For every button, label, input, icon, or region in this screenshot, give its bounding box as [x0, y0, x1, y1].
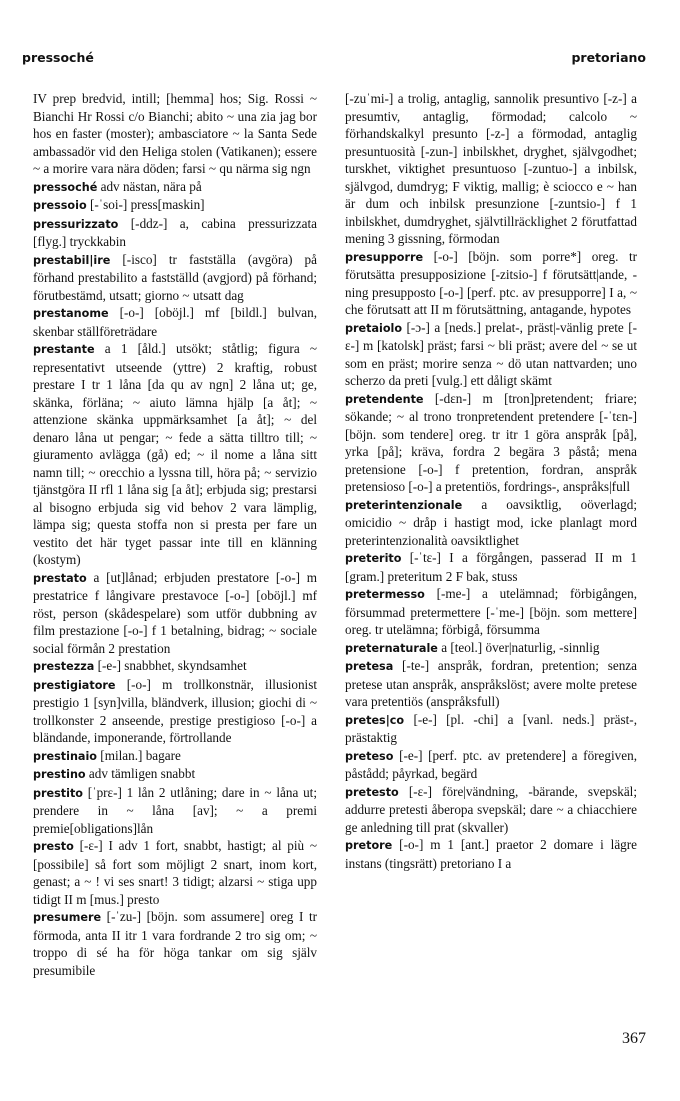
entry-definition: [ˈprɛ-] 1 lån 2 utlåning; dare in ~ låna ut; prendere in ~ låna [av]; ~ a premi premie[obligations]lån [33, 784, 317, 836]
entry-definition: [-e-] snabbhet, skyndsamhet [97, 658, 247, 673]
dictionary-entry [345, 90, 637, 248]
entry-definition: a 1 [åld.] utsökt; ståtlig; figura ~ representativt utseende (yttre) 2 kraftig, robust prestare I tr 1 låna [da qu av ngn] 2 låna ut; ge, skänka, förläna; ~ aiuto lämna hjälp [a åt]; ~ attenzione skänka uppmärksamhet [a åt]; ~ del denaro låna ut pengar; ~ fede a sätta tilltro till; ~ giuramento avlägga (gå) ed; ~ il nome a låna sitt namn till; ~ orecchio a lyssna till, höra på; ~ servizio tjänstgöra II rfl 1 låna sig [a åt]; erbjuda sig; prestarsi al bisogno erbjuda sig vid behov 2 vara lämplig, lämpa sig; questa stoffa non si presta per fare un vestito det här tyget passar inte till en klänning (kostym) [33, 341, 317, 567]
dictionary-entry [345, 390, 637, 496]
dictionary-entry [345, 783, 637, 837]
entry-headword: pressoché [33, 180, 98, 194]
dictionary-entry [345, 711, 637, 747]
dictionary-entry [33, 908, 317, 979]
dictionary-entry [33, 340, 317, 569]
entry-headword: presumere [33, 911, 102, 924]
dictionary-entry [33, 90, 317, 178]
dictionary-entry [33, 676, 317, 747]
dictionary-entry [345, 639, 637, 658]
entry-headword: pretaiolo [345, 321, 403, 335]
entry-definition: [-ɔ-] a [neds.] prelat-, präst|-vänlig prete [-ɛ-] m [katolsk] präst; farsi ~ bli präst; avere del ~ se ut som en präst; morire senza ~ dö utan nattvarden; uno scherzo da preti [vulg.] ett dåligt skämt [345, 319, 637, 388]
dictionary-entry [33, 215, 317, 251]
entry-definition: [-ɛ-] före|vändning, -bärande, svepskäl; addurre pretesti åberopa svepskäl; dare ~ a chiacchiere ge anledning till prat (skvaller) [345, 783, 638, 835]
entry-definition: [-ddz-] a, cabina pressurizzata [flyg.] tryckkabin [33, 215, 318, 249]
entry-definition: [milan.] bagare [100, 747, 181, 763]
dictionary-entry [33, 196, 317, 215]
entry-headword: pressoio [33, 199, 87, 212]
dictionary-entry [33, 304, 317, 340]
entry-headword: pretes|co [345, 713, 405, 727]
entry-headword: pretesa [345, 660, 394, 673]
entry-headword: preterito [345, 552, 402, 565]
entry-definition: [-zuˈmi-] a trolig, antaglig, sannolik presuntivo [-z-] a presumtiv, antaglig, förmodad; calcolo ~ förhandskalkyl presunto [-z-] a förmodad, antaglig presuntuosità [-zun-] inbilskhet, dryghet, självgodhet; turskhet, viktighet presuntuoso [-zuntuo-] a inbilsk, självgod, dumdryg; F viktig, mallig; è sciocco e ~ han är dum och inbilsk presunzione [-zuntsio-] f 1 inbilskhet, dumdryghet, självtillräcklighet 2 förutfattad mening 3 gissning, förmodan [345, 91, 637, 246]
entry-definition: adv tämligen snabbt [88, 766, 196, 781]
entry-definition: [-o-] [oböjl.] mf [bildl.] bulvan, skenbar ställföreträdare [33, 305, 317, 339]
entry-headword: pretesto [345, 785, 399, 799]
entry-headword: pretore [345, 839, 393, 852]
entry-headword: prestabil|ire [33, 253, 111, 267]
entry-definition: [-isco] tr fastställa (avgöra) på förhand prestabilito a fastställd (avgjord) på förhand; förutbestämd, utsatt; giorno ~ utsatt dag [33, 251, 317, 303]
entry-definition: adv nästan, nära på [100, 178, 202, 194]
entry-definition: [-o-] [böjn. som porre*] oreg. tr förutsätta presupposizione [-zitsio-] f förutsätt|ande, -ning presupposto [-o-] [perf. ptc. av presupporre] I a, ~ che förutsatt att II m förutsättning, antagande, hypotes [345, 248, 638, 317]
entry-headword: preteso [345, 749, 394, 763]
entry-headword: prestigiatore [33, 678, 116, 692]
entry-headword: prestezza [33, 660, 95, 673]
entry-definition: a [ut]lånad; erbjuden prestatore [-o-] m prestatrice f långivare prestavoce [-o-] [oböjl.] mf röst, person (skådespelare) som utför dubbning av film prestazione [-o-] f 1 betalning, bidrag; ~ sociale social förmån 2 prestation [33, 569, 318, 656]
dictionary-entry [345, 319, 637, 390]
dictionary-entry [33, 765, 317, 784]
entry-definition: a [teol.] över|naturlig, -sinnlig [441, 639, 600, 655]
entry-headword: pretendente [345, 392, 424, 406]
entry-definition: [-ˈsoi-] press[maskin] [89, 197, 205, 212]
entry-definition: [-ɛ-] I adv 1 fort, snabbt, hastigt; al più ~ [possibile] så fort som möjligt 2 snart, inom kort, genast; a ~ ! vi ses snart! 3 tidigt; alzarsi ~ stiga upp tidigt II m [mus.] presto [33, 838, 317, 907]
entry-headword: prestito [33, 786, 83, 800]
entry-headword: prestato [33, 571, 87, 585]
dictionary-entry [33, 251, 317, 305]
dictionary-entry [33, 569, 317, 658]
entry-headword: prestinaio [33, 749, 97, 763]
entry-headword: pressurizzato [33, 217, 119, 231]
entry-definition: a oavsiktlig, oöverlagd; omicidio ~ dråp i hastigt mod, icke planlagt mord preterintenzionalità oavsiktlighet [345, 496, 638, 548]
dictionary-entry [345, 585, 637, 639]
dictionary-entry [33, 657, 317, 676]
entry-definition: IV prep bredvid, intill; [hemma] hos; Sig. Rossi ~ Bianchi Hr Rossi c/o Bianchi; abito ~ una zia jag bor hos en faster (moster); ambasciatore ~ la Santa Sede ambassadör vid den Heliga stolen (Vatikanen); essere ~ a morire vara nära döden; farsi ~ qu närma sig ngn [33, 91, 317, 176]
dictionary-entry [33, 837, 317, 908]
entry-headword: preterintenzionale [345, 498, 463, 512]
dictionary-entry [33, 178, 317, 197]
header-left-guideword: pressoché [22, 50, 94, 65]
dictionary-entry [345, 747, 637, 783]
dictionary-entry [345, 549, 637, 585]
entry-headword: preternaturale [345, 641, 438, 655]
page-number: 367 [622, 1030, 646, 1047]
right-column [345, 90, 637, 872]
entry-definition: [-me-] a utelämnad; förbigången, försummad pretermettere [-ˈme-] [böjn. som mettere] oreg. tr utelämna; förbigå, försumma [345, 586, 638, 637]
entry-definition: [-o-] m trollkonstnär, illusionist prestigio 1 [syn]villa, bländverk, illusion; giochi di ~ trollkonster 2 anseende, prestige prestigioso [-o-] a bländande, imponerande, förtrollande [33, 676, 318, 745]
entry-headword: presupporre [345, 250, 424, 264]
entry-definition: [-dɛn-] m [tron]pretendent; friare; sökande; ~ al trono tronpretendent pretendere [-ˈtɛn-] [böjn. som tendere] oreg. tr itr 1 göra anspråk [på], yrka [på]; kräva, fordra 2 begära 3 påstå; mena pretensione [-o-] f pretention, fordran, anspråk pretensioso [-o-] a pretentiös, fordrings-, anspråks|full [345, 390, 637, 494]
entry-headword: prestanome [33, 307, 109, 320]
dictionary-entry [345, 496, 637, 550]
entry-headword: prestino [33, 768, 86, 781]
entry-definition: [-te-] anspråk, fordran, pretention; senza pretese utan anspråk, anspråkslöst; avere molte pretese vara pretentiös (anspråksfull) [345, 658, 637, 709]
entry-definition: [-o-] m 1 [ant.] praetor 2 domare i lägre instans (tingsrätt) pretoriano I a [345, 837, 638, 871]
entry-definition: [-e-] [pl. -chi] a [vanl. neds.] präst-, prästaktig [345, 711, 637, 745]
dictionary-entry [345, 836, 637, 872]
dictionary-entry [345, 248, 637, 319]
entry-headword: presto [33, 840, 74, 853]
dictionary-entry [33, 747, 317, 766]
entry-definition: [-ˈzu-] [böjn. som assumere] oreg I tr förmoda, anta II itr 1 vara fordrande 2 tro sig om; ~ troppo di sé ha för höga tankar om sig själv presumibile [33, 909, 317, 978]
dictionary-entry [345, 657, 637, 711]
entry-headword: prestante [33, 343, 95, 356]
entry-definition: [-e-] [perf. ptc. av pretendere] a föregiven, påstådd; påyrkad, begärd [345, 747, 637, 781]
entry-headword: pretermesso [345, 588, 425, 601]
dictionary-entry [33, 784, 317, 838]
entry-definition: [-ˈtɛ-] I a förgången, passerad II m 1 [gram.] preteritum 2 F bak, stuss [345, 550, 637, 584]
header-right-guideword: pretoriano [571, 50, 646, 65]
left-column [33, 90, 317, 979]
